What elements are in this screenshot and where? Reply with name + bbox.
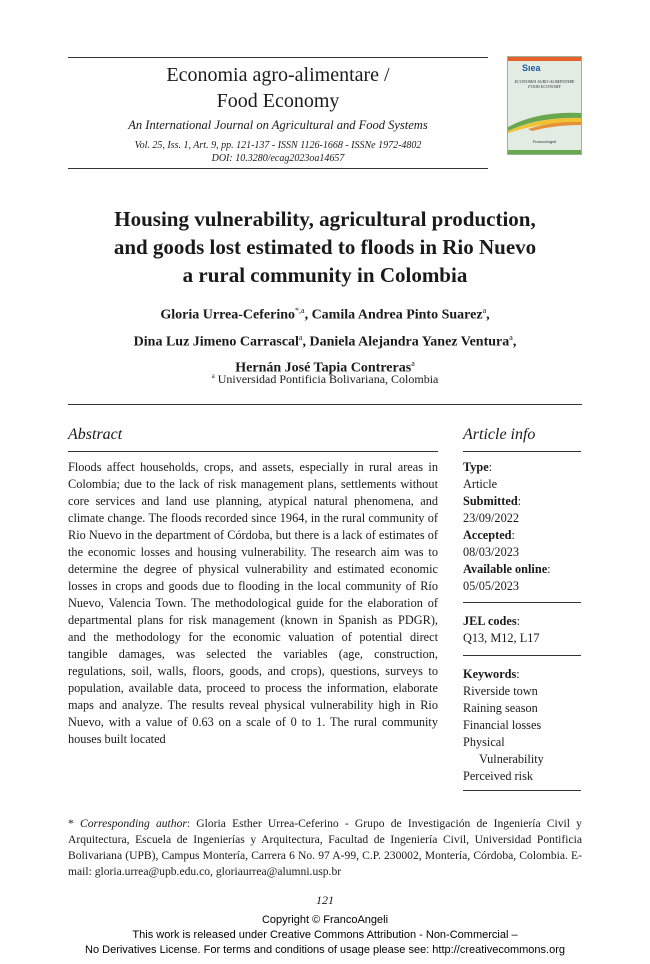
keyword-item: Physical [463,735,505,749]
journal-title-line2: Food Economy [216,90,340,112]
article-title-line2: and goods lost estimated to floods in Rio Nuevo [113,235,537,259]
author-affiliation-mark: a [298,332,303,342]
journal-volume-info: Vol. 25, Iss. 1, Art. 9, pp. 121-137 - ISSN 1126-1668 - ISSNe 1972-4802 [134,140,422,151]
author-name: Dina Luz Jimeno Carrascal [133,334,299,350]
license-line: No Derivatives License. For terms and conditions of usage please see: http://creativecommons.org [85,944,565,956]
available-online-date: 05/05/2023 [463,579,520,593]
abstract-heading-rule [68,451,438,452]
article-info-bottom-rule [463,790,581,791]
keyword-item: Perceived risk [463,769,533,783]
footnote-text: : Gloria Esther Urrea-Ceferino - Grupo de Investigación de Ingeniería Civil y Arquitectura, Escuela de Ingenierías y Arquitectura, Facultad de Ingeniería Civil, Universidad Pontificia Bolivariana (UPB), Campus Montería, Carrera 6 No. 97 A-99, C.P. 230002, Montería, Córdoba, Colombia. E-mail: gloria.urrea@upb.edu.co, gloriaurrea@alumni.usp.br [68,817,582,878]
cover-title: ECONOMIA AGRO-ALIMENTARE FOOD ECONOMY [514,79,575,89]
cover-top-band [508,57,581,61]
author-name: Daniela Alejandra Yanez Ventura [309,334,510,350]
cover-stripes-graphic [508,107,581,133]
section-divider-rule [68,404,582,405]
keywords [463,666,581,785]
type-label: Type [463,460,489,474]
keyword-item: Vulnerability [479,752,544,766]
jel-value: Q13, M12, L17 [463,631,540,645]
license-line: This work is released under Creative Commons Attribution - Non-Commercial – [132,929,518,941]
abstract-text: Floods affect households, crops, and assets, especially in rural areas in Colombia; due to the lack of risk management plans, settlements without core services and land use planning, atypical natural phenomena, and climate change. The floods recorded since 1964, in the rural community of Rio Nuevo in the department of Córdoba, but there is a lack of estimates of the economic losses and housing vulnerability. The research aim was to determine the degree of physical vulnerability and estimated economic losses in crops and goods due to flooding in the local community of Río Nuevo, Valencia Town. The methodological guide for the elaboration of departmental plans for risk management (known in Spanish as PDGR), and the methodology for the economic valuation of potential direct tangible damages, was selected the variables (age, construction, regulations, soil, walls, floors, goods, and crops), questions, surveys to population, available data, proceed to process the information, elaborate maps and analyze. The results reveal physical vulnerability high in Rio Nuevo, with a value of 0.63 on a scale of 0 to 1. The rural community houses built located [68,460,438,746]
label-colon: : [516,614,521,628]
author-name: Camila Andrea Pinto Suarez [311,307,483,323]
article-info-heading-rule [463,451,581,452]
journal-subtitle: An International Journal on Agricultural and Food Systems [128,118,428,132]
author-separator: , [304,307,312,323]
license-notice [0,913,650,958]
page-number: 121 [316,893,334,907]
affiliation-text: Universidad Pontificia Bolivariana, Colombia [217,372,439,386]
label-colon: : [547,562,551,576]
article-dates [463,459,581,595]
label-colon: : [517,494,522,508]
author-affiliation-mark: a [509,332,513,342]
article-title [60,205,590,289]
article-info-heading: Article info [463,426,536,443]
submitted-date: 23/09/2022 [463,511,520,525]
copyright-line: Copyright © FrancoAngeli [261,914,389,926]
label-colon: : [511,528,515,542]
author-separator: , [302,334,310,350]
jel-label: JEL codes [463,614,517,628]
header-bottom-rule [68,168,488,169]
author-affiliation-mark: a [411,359,415,369]
footnote-marker: * [68,817,80,830]
affiliation [60,372,590,387]
journal-cover-image [507,56,582,155]
article-info-rule [463,602,581,603]
journal-doi: DOI: 10.3280/ecag2023oa14657 [211,153,345,164]
article-title-line3: a rural community in Colombia [182,263,468,287]
footnote-label: Corresponding author [79,817,187,830]
author-affiliation-mark: *,a [295,306,305,315]
keyword-item: Riverside town [463,684,538,698]
header-top-rule [68,57,488,58]
jel-codes [463,613,581,647]
cover-logo: Sıea [522,63,541,73]
keyword-item: Financial losses [463,718,542,732]
author-list: Gloria Urrea-Ceferino$^{*,a}$, Camila Andrea Pinto Suarez$^a$, Dina Luz Jimeno Carrascal$^a$, Daniela Alejandra Yanez Ventura$^a$, Hernán José Tapia Contreras$^a$ [133,306,517,376]
keywords-label: Keywords [463,667,517,681]
article-title-line1: Housing vulnerability, agricultural production, [114,207,536,231]
label-colon: : [516,667,520,681]
author-name: Gloria Urrea-Ceferino [160,307,295,323]
author-name: Hernán José Tapia Contreras [235,360,412,376]
corresponding-author-footnote [68,816,582,880]
keyword-item: Raining season [463,701,538,715]
journal-title-line1: Economia agro-alimentare / [166,64,390,86]
cover-bottom-band [508,150,581,154]
article-info-rule [463,655,581,656]
label-colon: : [488,460,493,474]
submitted-label: Submitted [463,494,518,508]
accepted-label: Accepted [463,528,512,542]
cover-publisher: FrancoAngeli [532,139,557,144]
abstract-heading: Abstract [68,426,123,443]
type-value: Article [463,477,498,491]
author-affiliation-mark: a [482,306,487,315]
accepted-date: 08/03/2023 [463,545,520,559]
available-online-label: Available online [463,562,548,576]
affiliation-mark: a [211,372,215,380]
